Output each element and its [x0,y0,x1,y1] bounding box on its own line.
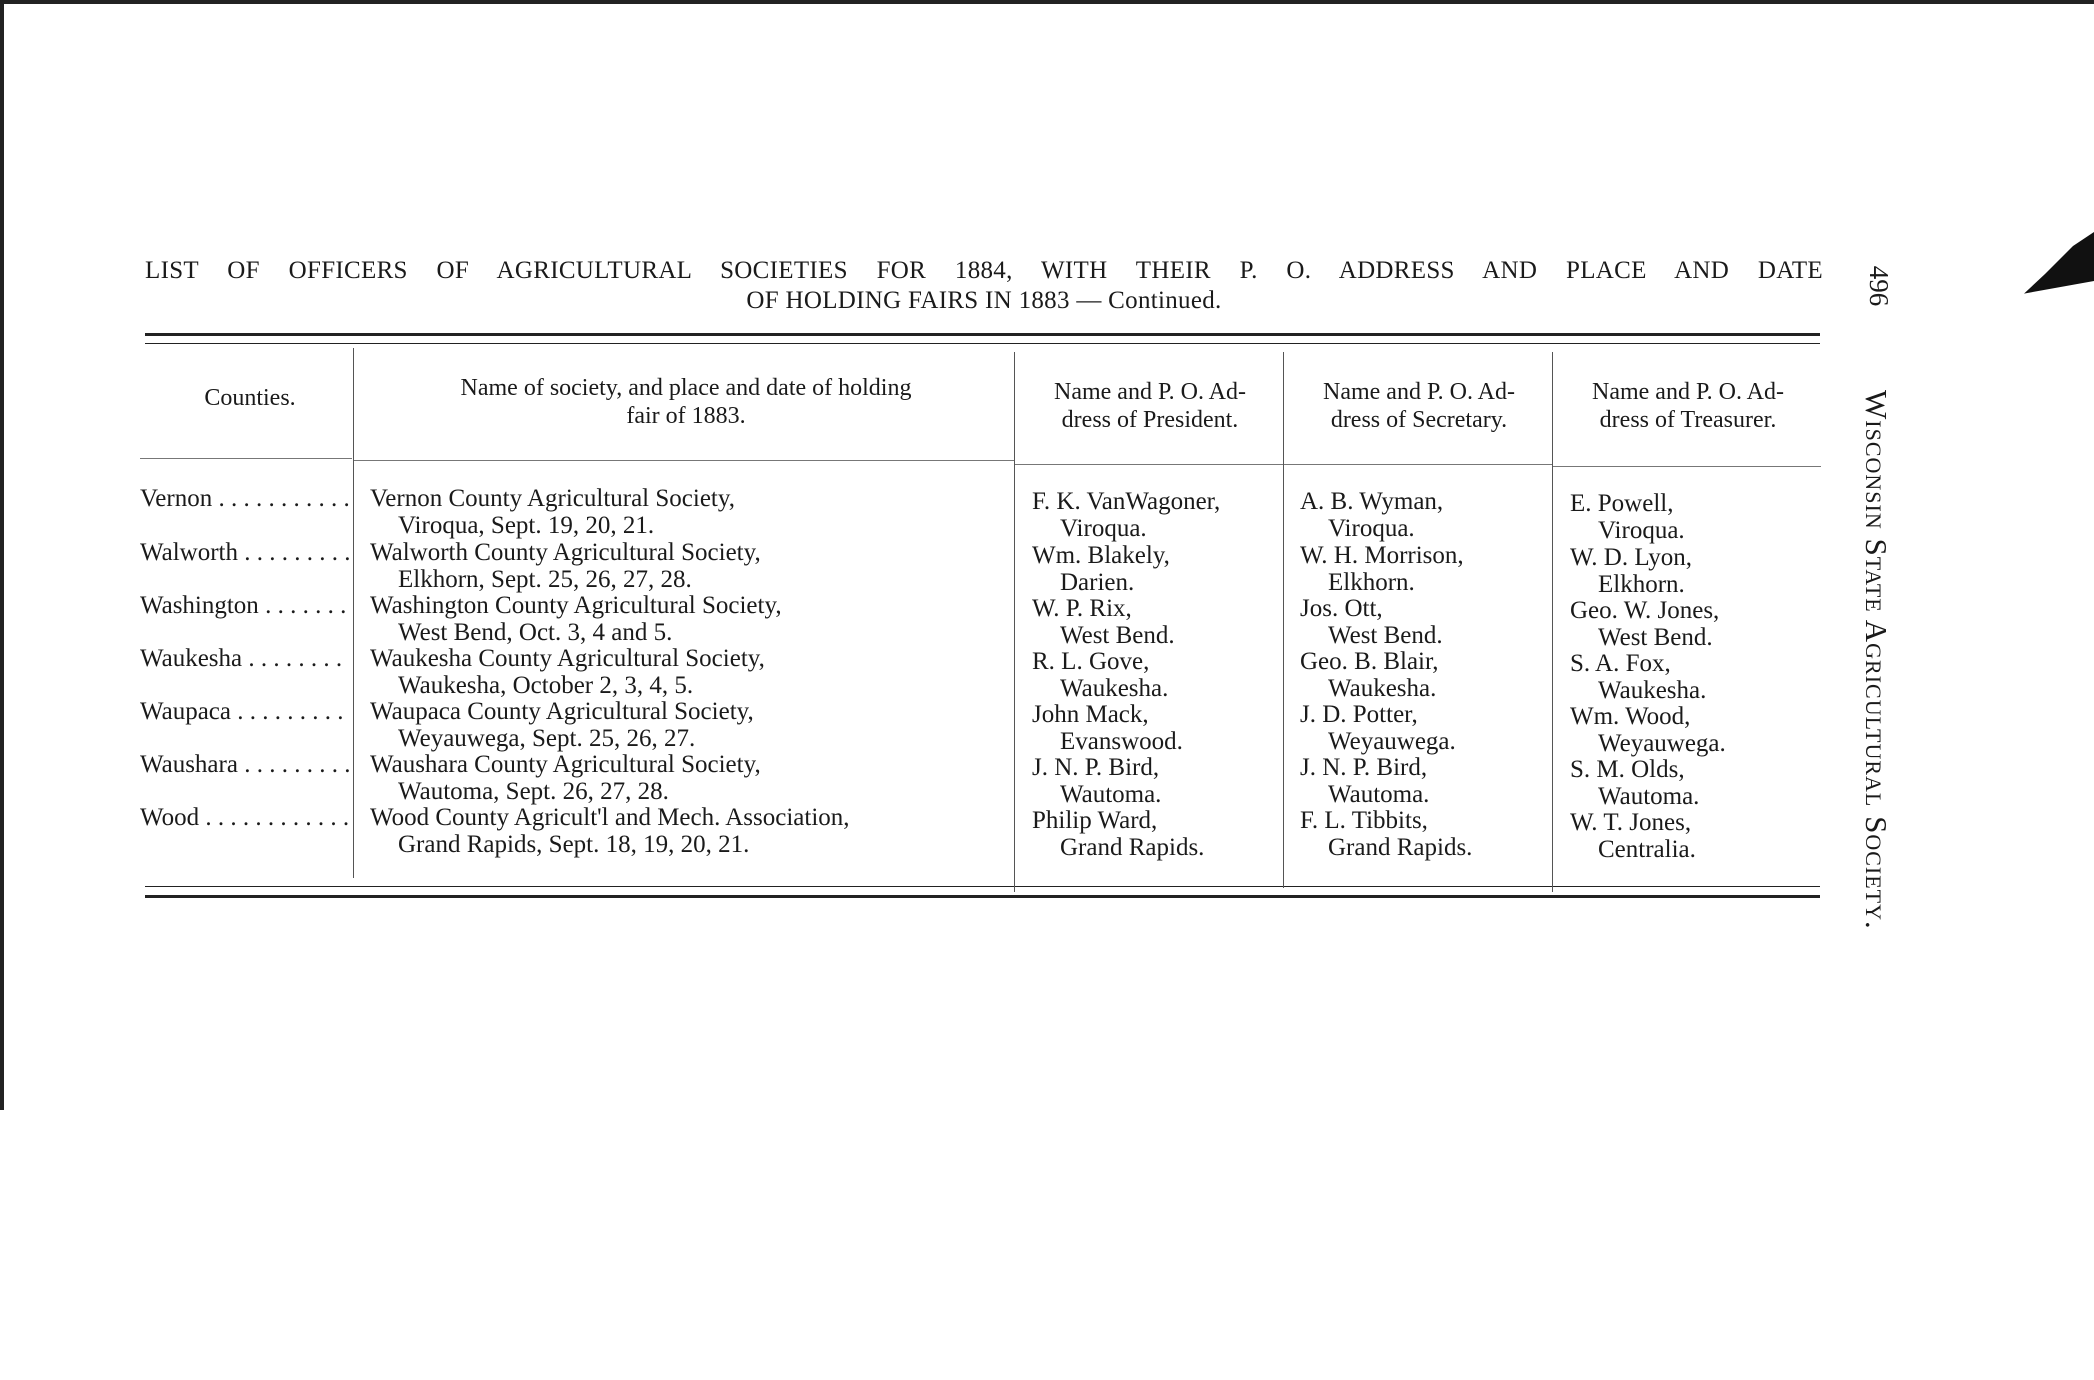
table-row-society [370,698,754,752]
president-name: J. N. P. Bird, [1032,754,1160,781]
header-counties: Counties. [204,385,296,411]
table-row-society [370,804,850,858]
header-treasurer-line-2: dress of Treasurer. [1599,407,1777,433]
secretary-name: W. H. Morrison, [1300,542,1464,569]
page-number: 496 [1864,265,1894,307]
header-rule-treasurer [1553,466,1821,467]
table-row-society [370,751,761,805]
scan-edge-top [0,0,2094,4]
secretary-address: Grand Rapids. [1328,834,1473,861]
header-secretary-line-1: Name and P. O. Ad- [1323,379,1515,405]
table-row-president [1032,648,1168,702]
president-address: Wautoma. [1060,781,1162,808]
county-name: Waukesha [140,645,243,672]
table-row-secretary [1300,807,1472,861]
table-row-secretary [1300,488,1443,542]
header-treasurer [1554,378,1822,434]
table-row-secretary [1300,648,1439,702]
table-row-treasurer [1570,490,1685,544]
header-rule-secretary [1284,464,1552,465]
top-rule-thin [145,343,1820,344]
table-row-county [140,698,350,725]
running-head-text: Wisconsin State Agricultural Society. [1859,390,1894,930]
county-name: Washington [140,592,259,619]
table-row-county [140,751,350,778]
table-row-president [1032,488,1220,542]
header-president-line-2: dress of President. [1061,407,1239,433]
society-place-date: Elkhorn, Sept. 25, 26, 27, 28. [398,566,692,593]
society-name: Walworth County Agricultural Society, [370,539,761,566]
table-row-treasurer [1570,650,1706,704]
table-row-president [1032,807,1204,861]
president-name: Philip Ward, [1032,807,1158,834]
treasurer-address: Viroqua. [1598,517,1685,544]
secretary-name: J. D. Potter, [1300,701,1418,728]
county-name: Waupaca [140,698,231,725]
treasurer-name: Geo. W. Jones, [1570,597,1720,624]
society-name: Waupaca County Agricultural Society, [370,698,754,725]
president-name: Wm. Blakely, [1032,542,1170,569]
table-row-county [140,539,350,566]
president-address: Grand Rapids. [1060,834,1205,861]
header-society [360,374,1012,430]
table-row-secretary [1300,542,1464,596]
treasurer-address: Waukesha. [1598,677,1707,704]
society-name: Wood County Agricult'l and Mech. Association, [370,804,850,831]
column-divider-1 [353,348,354,878]
header-secretary-line-2: dress of Secretary. [1330,407,1508,433]
secretary-address: Weyauwega. [1328,728,1456,755]
treasurer-address: Centralia. [1598,836,1696,863]
column-divider-2 [1014,352,1015,892]
president-address: West Bend. [1060,622,1175,649]
society-place-date: Weyauwega, Sept. 25, 26, 27. [398,725,696,752]
header-society-line-2: fair of 1883. [626,403,746,429]
president-name: F. K. VanWagoner, [1032,488,1221,515]
society-place-date: Waukesha, October 2, 3, 4, 5. [398,672,694,699]
table-row-society [370,645,765,699]
table-row-secretary [1300,754,1429,808]
table-row-treasurer [1570,597,1719,651]
scan-corner-mark [2024,232,2094,302]
header-society-line-1: Name of society, and place and date of holding [460,375,912,401]
table-row-secretary [1300,595,1443,649]
secretary-address: Elkhorn. [1328,569,1415,596]
secretary-address: West Bend. [1328,622,1443,649]
header-treasurer-line-1: Name and P. O. Ad- [1592,379,1784,405]
treasurer-name: S. M. Olds, [1570,756,1685,783]
table-row-society [370,485,735,539]
society-name: Waukesha County Agricultural Society, [370,645,765,672]
table-row-society [370,592,782,646]
treasurer-name: W. T. Jones, [1570,809,1692,836]
president-address: Viroqua. [1060,515,1147,542]
header-rule-society [354,460,1014,461]
treasurer-name: Wm. Wood, [1570,703,1691,730]
header-secretary [1285,378,1553,434]
table-row-president [1032,701,1183,755]
scan-edge-left [0,0,4,1110]
secretary-name: A. B. Wyman, [1300,488,1444,515]
county-name: Waushara [140,751,238,778]
president-address: Evanswood. [1060,728,1183,755]
treasurer-address: Elkhorn. [1598,571,1685,598]
society-place-date: Grand Rapids, Sept. 18, 19, 20, 21. [398,831,750,858]
society-name: Vernon County Agricultural Society, [370,485,735,512]
president-address: Darien. [1060,569,1135,596]
title-line-1: LIST OF OFFICERS OF AGRICULTURAL SOCIETIES FOR 1884, WITH THEIR P. O. ADDRESS AND PLACE AND DATE [145,257,1823,284]
table-row-county [140,804,350,831]
county-name: Vernon [140,485,213,512]
secretary-address: Waukesha. [1328,675,1437,702]
table-row-county [140,645,350,672]
society-name: Washington County Agricultural Society, [370,592,782,619]
table-row-treasurer [1570,809,1696,863]
treasurer-address: West Bend. [1598,624,1713,651]
table-row-county [140,485,350,512]
president-name: John Mack, [1032,701,1149,728]
table-row-president [1032,754,1161,808]
table-row-treasurer [1570,703,1726,757]
treasurer-name: W. D. Lyon, [1570,544,1692,571]
county-name: Walworth [140,539,238,566]
table-row-county [140,592,350,619]
society-place-date: West Bend, Oct. 3, 4 and 5. [398,619,673,646]
header-rule-president [1015,464,1283,465]
bottom-rule-thin [145,886,1820,887]
president-name: W. P. Rix, [1032,595,1132,622]
society-name: Waushara County Agricultural Society, [370,751,761,778]
treasurer-address: Weyauwega. [1598,730,1726,757]
header-president [1016,378,1284,434]
header-rule-counties [140,458,352,459]
president-address: Waukesha. [1060,675,1169,702]
treasurer-name: S. A. Fox, [1570,650,1671,677]
table-row-president [1032,542,1170,596]
treasurer-address: Wautoma. [1598,783,1700,810]
title-line-2: OF HOLDING FAIRS IN 1883 — Continued. [746,287,1222,314]
table-row-treasurer [1570,544,1692,598]
header-president-line-1: Name and P. O. Ad- [1054,379,1246,405]
president-name: R. L. Gove, [1032,648,1150,675]
secretary-name: J. N. P. Bird, [1300,754,1428,781]
society-place-date: Wautoma, Sept. 26, 27, 28. [398,778,669,805]
treasurer-name: E. Powell, [1570,490,1674,517]
secretary-address: Viroqua. [1328,515,1415,542]
table-row-secretary [1300,701,1456,755]
table-row-treasurer [1570,756,1699,810]
society-place-date: Viroqua, Sept. 19, 20, 21. [398,512,655,539]
secretary-name: F. L. Tibbits, [1300,807,1428,834]
table-row-society [370,539,761,593]
county-name: Wood [140,804,200,831]
secretary-name: Jos. Ott, [1300,595,1383,622]
top-rule-thick [145,333,1820,336]
table-title [145,256,1823,316]
secretary-name: Geo. B. Blair, [1300,648,1439,675]
table-row-president [1032,595,1175,649]
bottom-rule-thick [145,895,1820,898]
secretary-address: Wautoma. [1328,781,1430,808]
